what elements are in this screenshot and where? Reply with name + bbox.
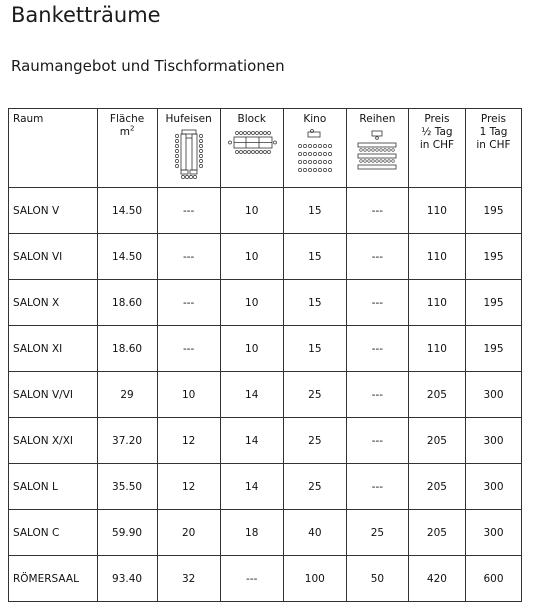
- cell-hufeisen: 32: [157, 556, 220, 602]
- cell-flaeche: 29: [97, 372, 157, 418]
- header-preis-tag-line2: 1 Tag: [479, 126, 508, 138]
- table-row: [9, 418, 522, 464]
- cell-flaeche: 35.50: [97, 464, 157, 510]
- header-reihen-label: Reihen: [359, 113, 396, 125]
- table-row: [9, 234, 522, 280]
- cell-flaeche: 37.20: [97, 418, 157, 464]
- cell-reihen: ---: [346, 188, 408, 234]
- cell-hufeisen: 12: [157, 418, 220, 464]
- cell-raum: SALON V/VI: [9, 372, 98, 418]
- header-block-label: Block: [237, 113, 266, 125]
- cell-kino: 25: [283, 464, 346, 510]
- cell-hufeisen: ---: [157, 280, 220, 326]
- table-body: [9, 188, 522, 602]
- header-hufeisen-label: Hufeisen: [165, 113, 212, 125]
- cell-kino: 40: [283, 510, 346, 556]
- cell-raum: SALON XI: [9, 326, 98, 372]
- cell-preis-halbtag: 110: [408, 188, 465, 234]
- cell-kino: 15: [283, 326, 346, 372]
- header-flaeche-unit-wrap: [98, 126, 157, 139]
- cell-kino: 15: [283, 188, 346, 234]
- cell-block: 14: [220, 418, 283, 464]
- cell-preis-tag: 195: [465, 188, 521, 234]
- cell-kino: 25: [283, 372, 346, 418]
- cell-flaeche: 14.50: [97, 188, 157, 234]
- table-row: [9, 188, 522, 234]
- cell-raum: SALON C: [9, 510, 98, 556]
- cell-reihen: ---: [346, 326, 408, 372]
- cell-block: ---: [220, 556, 283, 602]
- cell-kino: 100: [283, 556, 346, 602]
- cell-preis-tag: 195: [465, 326, 521, 372]
- page-subtitle: Raumangebot und Tischformationen: [11, 57, 285, 75]
- cell-block: 14: [220, 464, 283, 510]
- u-shape-seating-icon: [169, 128, 209, 180]
- cell-raum: SALON X: [9, 280, 98, 326]
- header-reihen: [346, 109, 408, 188]
- cell-preis-tag: 600: [465, 556, 521, 602]
- header-flaeche: [97, 109, 157, 188]
- cell-flaeche: 59.90: [97, 510, 157, 556]
- cell-flaeche: 18.60: [97, 280, 157, 326]
- header-flaeche-label: Fläche: [109, 113, 145, 125]
- cell-preis-halbtag: 205: [408, 464, 465, 510]
- cell-preis-halbtag: 205: [408, 418, 465, 464]
- cell-raum: SALON VI: [9, 234, 98, 280]
- cell-block: 10: [220, 326, 283, 372]
- cell-reihen: ---: [346, 372, 408, 418]
- header-preis-tag: [465, 109, 521, 188]
- header-hufeisen: [157, 109, 220, 188]
- table-header-row: [9, 109, 522, 188]
- header-kino: [283, 109, 346, 188]
- cell-block: 14: [220, 372, 283, 418]
- table-row: [9, 464, 522, 510]
- cell-hufeisen: ---: [157, 234, 220, 280]
- header-preis-tag-line3: in CHF: [476, 139, 511, 151]
- cell-reihen: ---: [346, 418, 408, 464]
- header-raum: [9, 109, 98, 188]
- cell-preis-halbtag: 205: [408, 510, 465, 556]
- table-row: [9, 556, 522, 602]
- page-title: Banketträume: [11, 3, 161, 27]
- cell-raum: SALON L: [9, 464, 98, 510]
- cell-raum: SALON V: [9, 188, 98, 234]
- cell-preis-halbtag: 205: [408, 372, 465, 418]
- header-preis-halbtag: [408, 109, 465, 188]
- cell-flaeche: 14.50: [97, 234, 157, 280]
- cell-preis-halbtag: 110: [408, 234, 465, 280]
- cell-block: 10: [220, 234, 283, 280]
- cell-block: 10: [220, 280, 283, 326]
- header-preis-halbtag-line3: in CHF: [419, 139, 455, 151]
- cell-preis-tag: 300: [465, 372, 521, 418]
- cell-block: 10: [220, 188, 283, 234]
- cell-raum: RÖMERSAAL: [9, 556, 98, 602]
- theater-seating-icon: [292, 128, 338, 172]
- header-raum-label: Raum: [13, 113, 44, 125]
- table-row: [9, 510, 522, 556]
- cell-reihen: 25: [346, 510, 408, 556]
- block-seating-icon: [226, 128, 278, 158]
- cell-reihen: ---: [346, 234, 408, 280]
- header-preis-tag-line1: Preis: [480, 113, 507, 125]
- cell-preis-tag: 300: [465, 464, 521, 510]
- cell-raum: SALON X/XI: [9, 418, 98, 464]
- cell-hufeisen: ---: [157, 326, 220, 372]
- header-flaeche-unit-sup: 2: [129, 124, 135, 133]
- cell-flaeche: 93.40: [97, 556, 157, 602]
- cell-kino: 15: [283, 280, 346, 326]
- cell-preis-tag: 195: [465, 280, 521, 326]
- cell-reihen: ---: [346, 464, 408, 510]
- cell-kino: 25: [283, 418, 346, 464]
- cell-preis-halbtag: 110: [408, 326, 465, 372]
- cell-reihen: ---: [346, 280, 408, 326]
- table-row: [9, 372, 522, 418]
- classroom-seating-icon: [353, 128, 401, 172]
- banquet-rooms-table: [8, 108, 522, 602]
- cell-block: 18: [220, 510, 283, 556]
- header-block: [220, 109, 283, 188]
- cell-flaeche: 18.60: [97, 326, 157, 372]
- cell-hufeisen: 20: [157, 510, 220, 556]
- cell-preis-halbtag: 110: [408, 280, 465, 326]
- table-row: [9, 326, 522, 372]
- cell-reihen: 50: [346, 556, 408, 602]
- cell-kino: 15: [283, 234, 346, 280]
- cell-preis-tag: 195: [465, 234, 521, 280]
- header-preis-halbtag-line2: ½ Tag: [421, 126, 453, 138]
- cell-hufeisen: 12: [157, 464, 220, 510]
- cell-preis-halbtag: 420: [408, 556, 465, 602]
- cell-hufeisen: 10: [157, 372, 220, 418]
- cell-preis-tag: 300: [465, 510, 521, 556]
- cell-preis-tag: 300: [465, 418, 521, 464]
- header-kino-label: Kino: [303, 113, 327, 125]
- table-row: [9, 280, 522, 326]
- header-preis-halbtag-line1: Preis: [424, 113, 450, 125]
- cell-hufeisen: ---: [157, 188, 220, 234]
- header-flaeche-unit: m: [119, 126, 130, 138]
